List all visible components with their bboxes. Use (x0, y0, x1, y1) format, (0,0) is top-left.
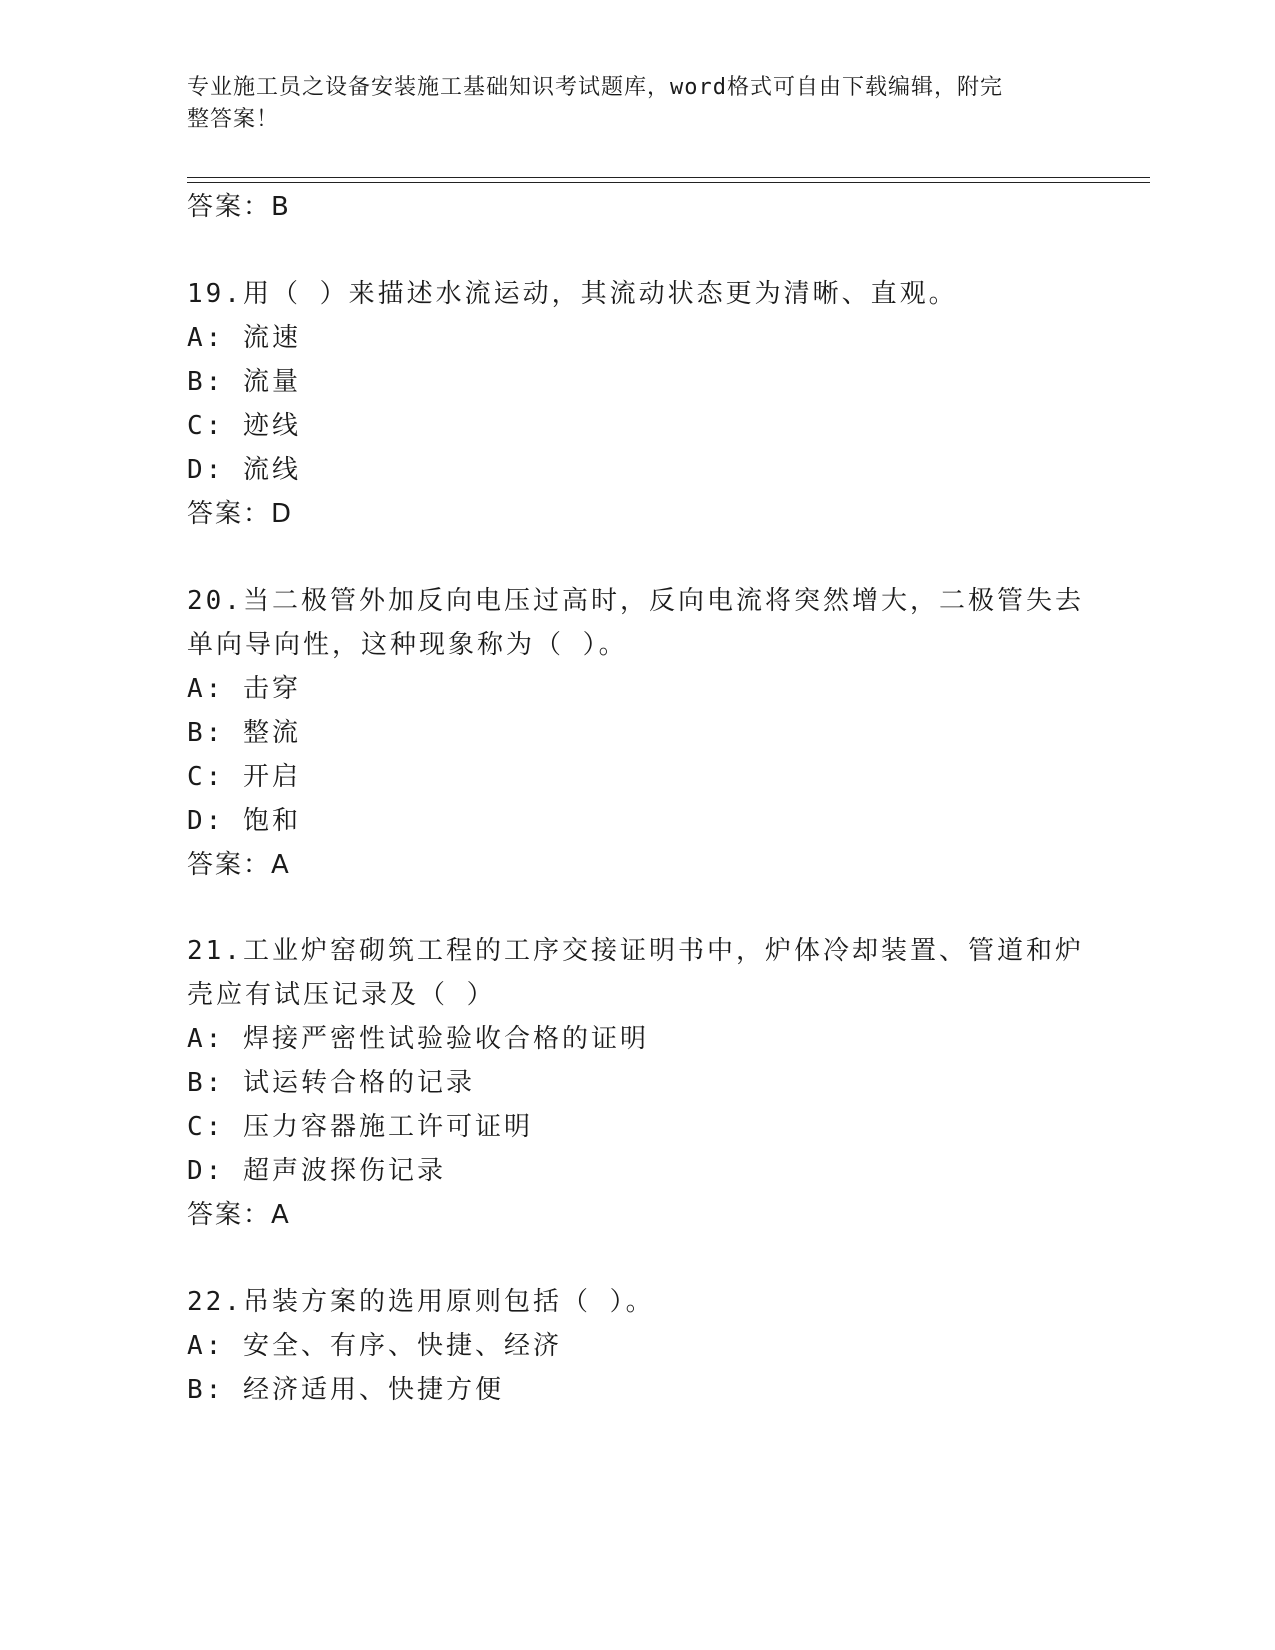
question-20-option-b: B: 整流 (187, 718, 301, 748)
question-20-answer: 答案：A (187, 850, 291, 880)
question-21-stem-line-2: 壳应有试压记录及（ ） (187, 980, 496, 1010)
question-19-option-b: B: 流量 (187, 367, 301, 397)
header-line-1: 专业施工员之设备安装施工基础知识考试题库，word格式可自由下载编辑，附完 (187, 75, 1003, 100)
header-divider-top (187, 177, 1150, 178)
question-20-option-a: A: 击穿 (187, 674, 301, 704)
answer-previous-question: 答案：B (187, 192, 291, 222)
question-20-stem-line-1: 20.当二极管外加反向电压过高时，反向电流将突然增大，二极管失去 (187, 586, 1084, 616)
question-19-option-d: D: 流线 (187, 455, 301, 485)
header-line-2: 整答案！ (187, 107, 280, 132)
question-22-stem: 22.吊装方案的选用原则包括（ ）。 (187, 1287, 655, 1317)
question-19-stem: 19.用（ ）来描述水流运动，其流动状态更为清晰、直观。 (187, 279, 958, 309)
question-21-option-b: B: 试运转合格的记录 (187, 1068, 475, 1098)
question-21-option-c: C: 压力容器施工许可证明 (187, 1112, 533, 1142)
question-21-answer: 答案：A (187, 1200, 291, 1230)
question-22-option-a: A: 安全、有序、快捷、经济 (187, 1331, 562, 1361)
header-divider-bottom (187, 182, 1150, 183)
question-19-answer: 答案：D (187, 499, 294, 529)
question-21-option-a: A: 焊接严密性试验验收合格的证明 (187, 1024, 649, 1054)
question-22-option-b: B: 经济适用、快捷方便 (187, 1375, 504, 1405)
question-19-option-a: A: 流速 (187, 323, 301, 353)
question-20-option-d: D: 饱和 (187, 806, 301, 836)
question-20-option-c: C: 开启 (187, 762, 301, 792)
question-20-stem-line-2: 单向导向性，这种现象称为（ ）。 (187, 630, 628, 660)
document-header (187, 72, 1067, 136)
question-21-stem-line-1: 21.工业炉窑砌筑工程的工序交接证明书中，炉体冷却装置、管道和炉 (187, 936, 1084, 966)
question-19-option-c: C: 迹线 (187, 411, 301, 441)
question-21-option-d: D: 超声波探伤记录 (187, 1156, 446, 1186)
